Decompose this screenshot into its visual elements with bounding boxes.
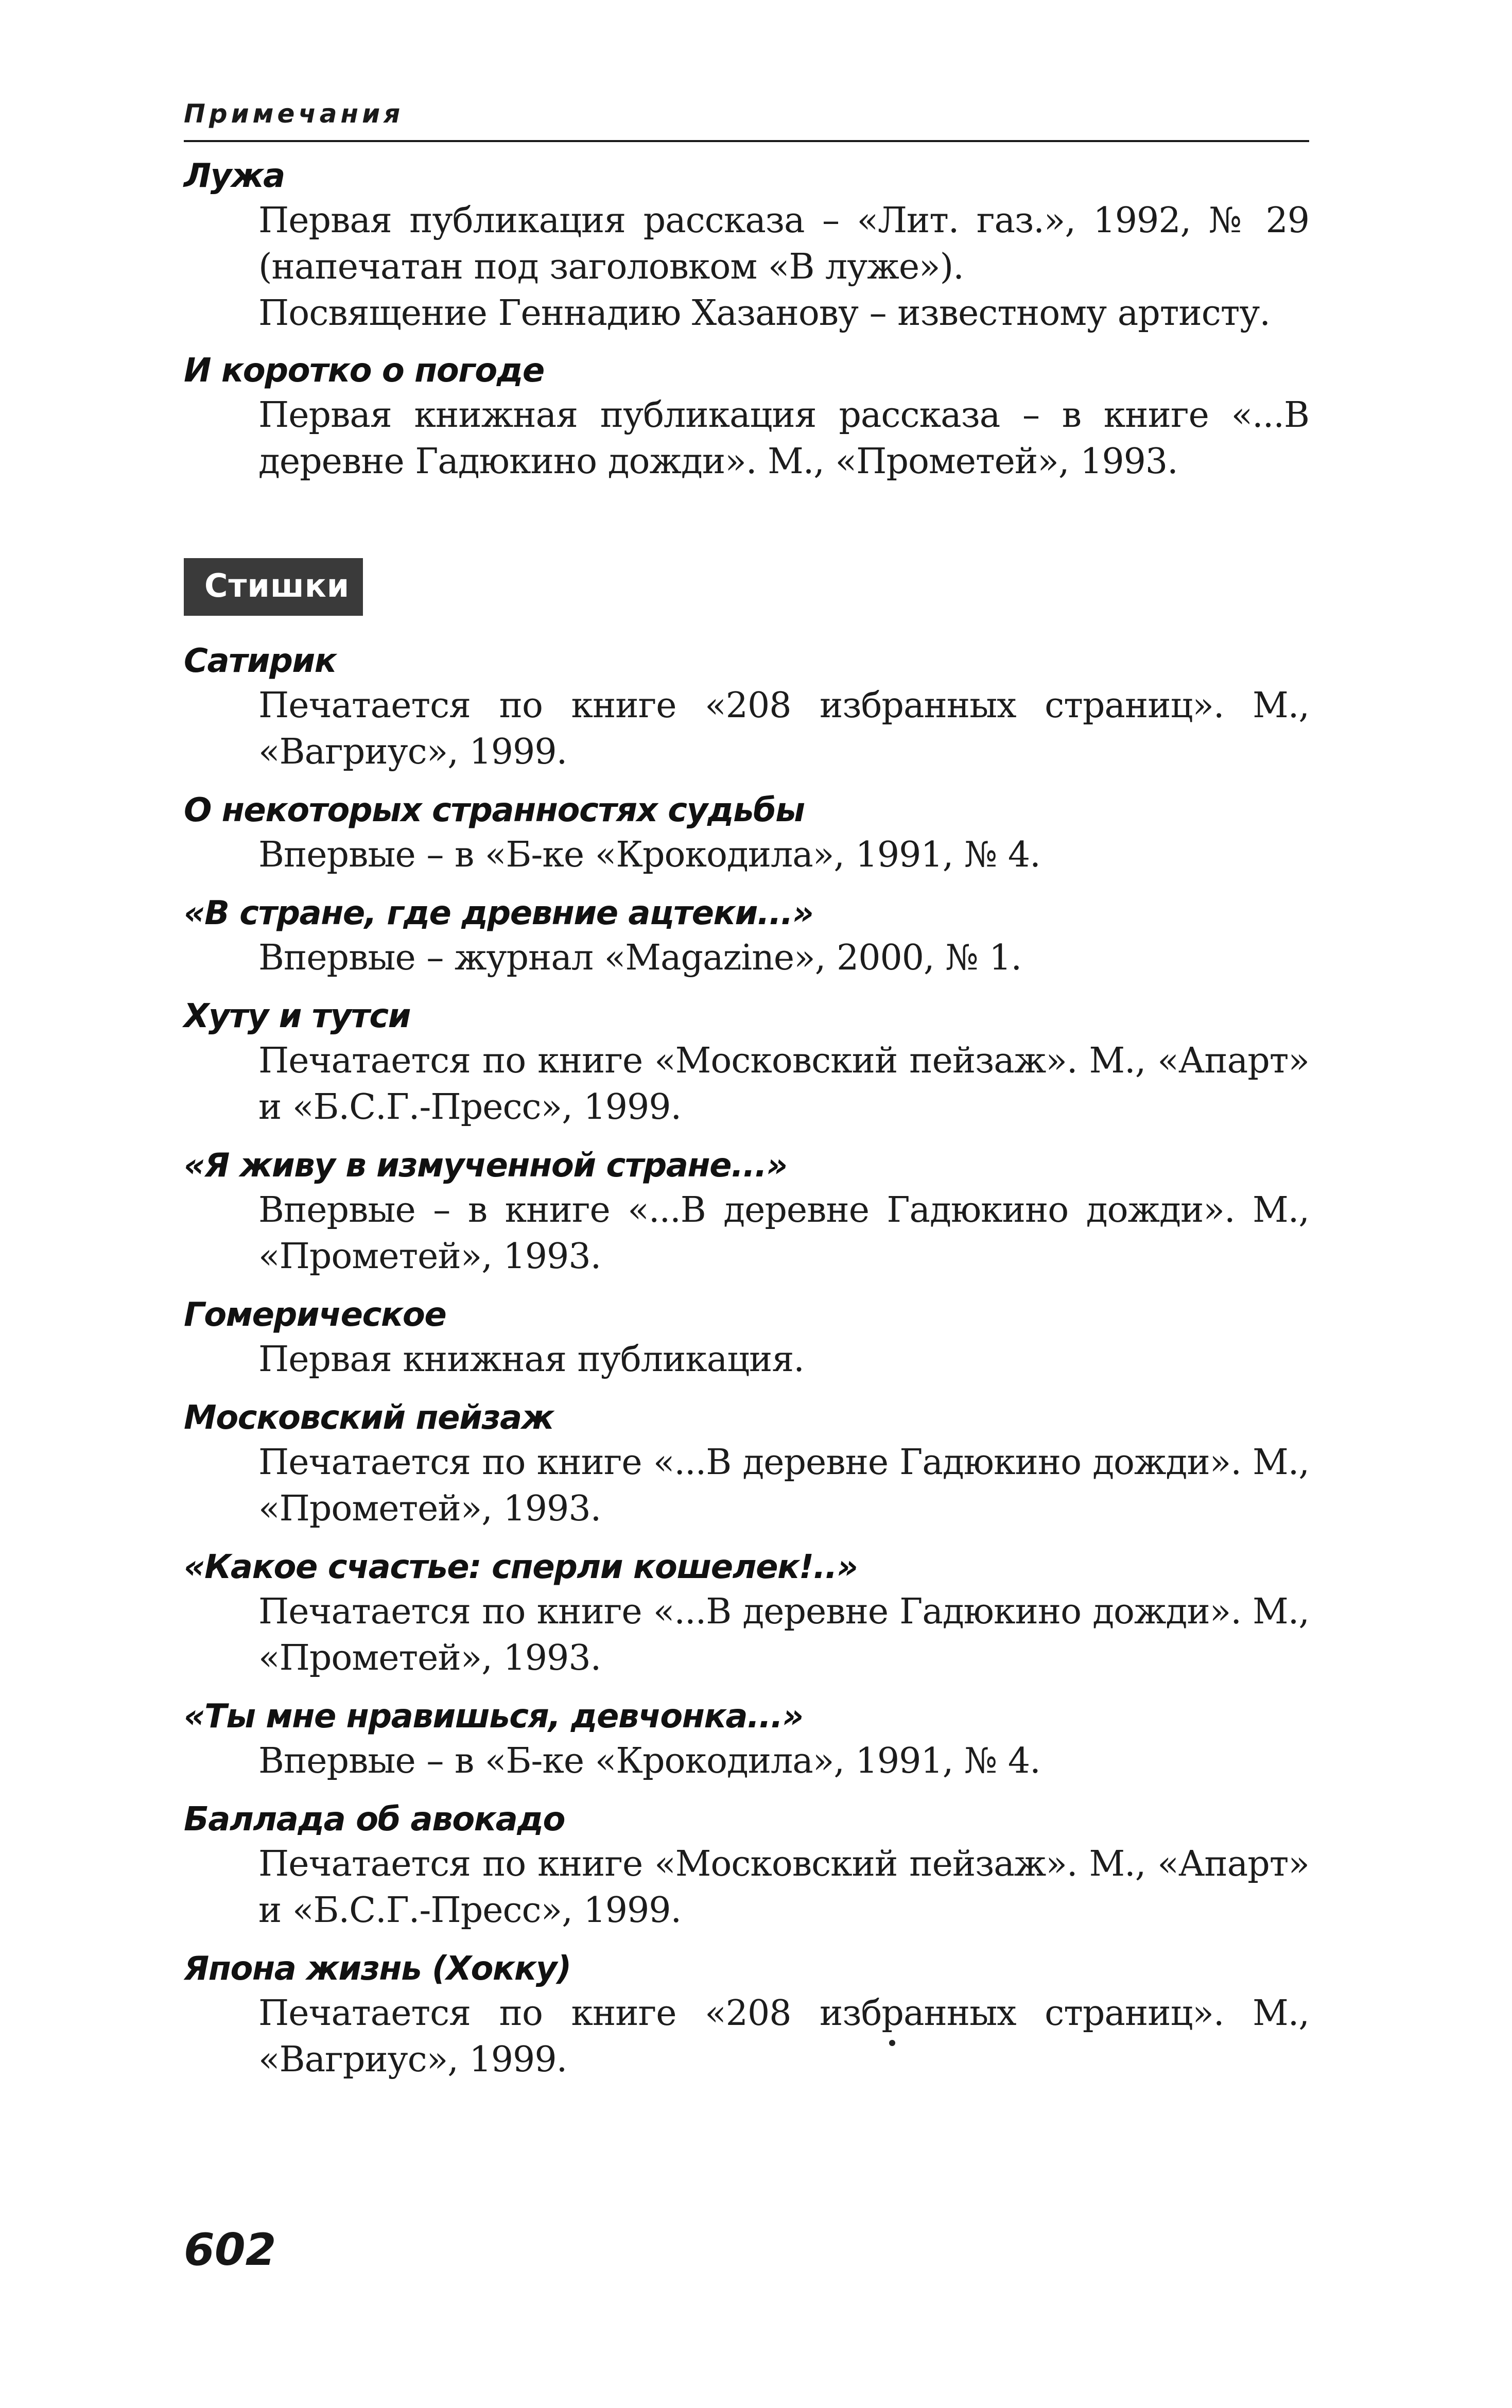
book-page bbox=[184, 0, 1309, 2408]
header-rule bbox=[184, 140, 1309, 142]
note-text: Впервые – в «Б-ке «Крокодила», 1991, № 4. bbox=[258, 1741, 1040, 1781]
print-speck bbox=[889, 2040, 895, 2046]
note-entry bbox=[184, 995, 1309, 1131]
note-text: Печатается по книге «Московский пейзаж». М., «Апарт» и «Б.С.Г.-Пресс», 1999. bbox=[258, 1041, 1309, 1128]
note-text: Впервые – в книге «...В деревне Гадюкино дожди». М., «Прометей», 1993. bbox=[258, 1190, 1309, 1277]
note-text: Впервые – журнал «Magazine», 2000, № 1. bbox=[258, 938, 1022, 978]
note-title: И коротко о погоде bbox=[184, 352, 544, 390]
note-entry bbox=[184, 789, 1309, 878]
note-text: Посвящение Геннадию Хазанову – известному артисту. bbox=[258, 293, 1271, 334]
running-head: Примечания bbox=[184, 99, 404, 129]
note-title: О некоторых странностях судьбы bbox=[184, 791, 805, 829]
note-entry bbox=[184, 1798, 1309, 1934]
note-entry bbox=[184, 892, 1309, 981]
note-entry bbox=[184, 1695, 1309, 1785]
note-text: Первая публикация рассказа – «Лит. газ.», 1992, № 29 (напечатан под заголовком «В луже»). bbox=[258, 200, 1309, 287]
note-text: Первая книжная публикация рассказа – в книге «...В деревне Гадюкино дожди». М., «Прометей», 1993. bbox=[258, 395, 1309, 482]
note-title: Гомерическое bbox=[184, 1296, 446, 1334]
note-entry bbox=[184, 1947, 1309, 2083]
note-title: Хуту и тутси bbox=[184, 997, 410, 1035]
note-entry bbox=[184, 1144, 1309, 1280]
note-text: Печатается по книге «208 избранных страниц». М., «Вагриус», 1999. bbox=[258, 1993, 1309, 2080]
note-entry bbox=[184, 349, 1309, 485]
note-title: «Ты мне нравишься, девчонка...» bbox=[184, 1697, 803, 1736]
note-text: Первая книжная публикация. bbox=[258, 1339, 804, 1380]
note-title: Сатирик bbox=[184, 642, 336, 680]
page-number: 602 bbox=[184, 2224, 276, 2276]
note-text: Впервые – в «Б-ке «Крокодила», 1991, № 4. bbox=[258, 835, 1040, 875]
note-title: «В стране, где древние ацтеки...» bbox=[184, 894, 813, 932]
note-text: Печатается по книге «...В деревне Гадюкино дожди». М., «Прометей», 1993. bbox=[258, 1442, 1309, 1529]
note-title: Япона жизнь (Хокку) bbox=[184, 1950, 571, 1988]
note-entry bbox=[184, 1293, 1309, 1383]
note-title: Московский пейзаж bbox=[184, 1399, 553, 1437]
note-title: Лужа bbox=[184, 157, 285, 195]
note-entry bbox=[184, 1546, 1309, 1682]
notes-content bbox=[184, 154, 1309, 2097]
section-spacer bbox=[184, 497, 1309, 558]
section-heading: Стишки bbox=[184, 558, 363, 616]
note-title: «Какое счастье: сперли кошелек!..» bbox=[184, 1548, 858, 1586]
note-entry bbox=[184, 1396, 1309, 1532]
note-text: Печатается по книге «208 избранных страниц». М., «Вагриус», 1999. bbox=[258, 685, 1309, 772]
note-entry bbox=[184, 154, 1309, 337]
note-entry bbox=[184, 639, 1309, 775]
note-title: Баллада об авокадо bbox=[184, 1800, 565, 1839]
note-text: Печатается по книге «Московский пейзаж». М., «Апарт» и «Б.С.Г.-Пресс», 1999. bbox=[258, 1844, 1309, 1931]
note-text: Печатается по книге «...В деревне Гадюкино дожди». М., «Прометей», 1993. bbox=[258, 1591, 1309, 1678]
note-title: «Я живу в измученной стране...» bbox=[184, 1147, 787, 1185]
